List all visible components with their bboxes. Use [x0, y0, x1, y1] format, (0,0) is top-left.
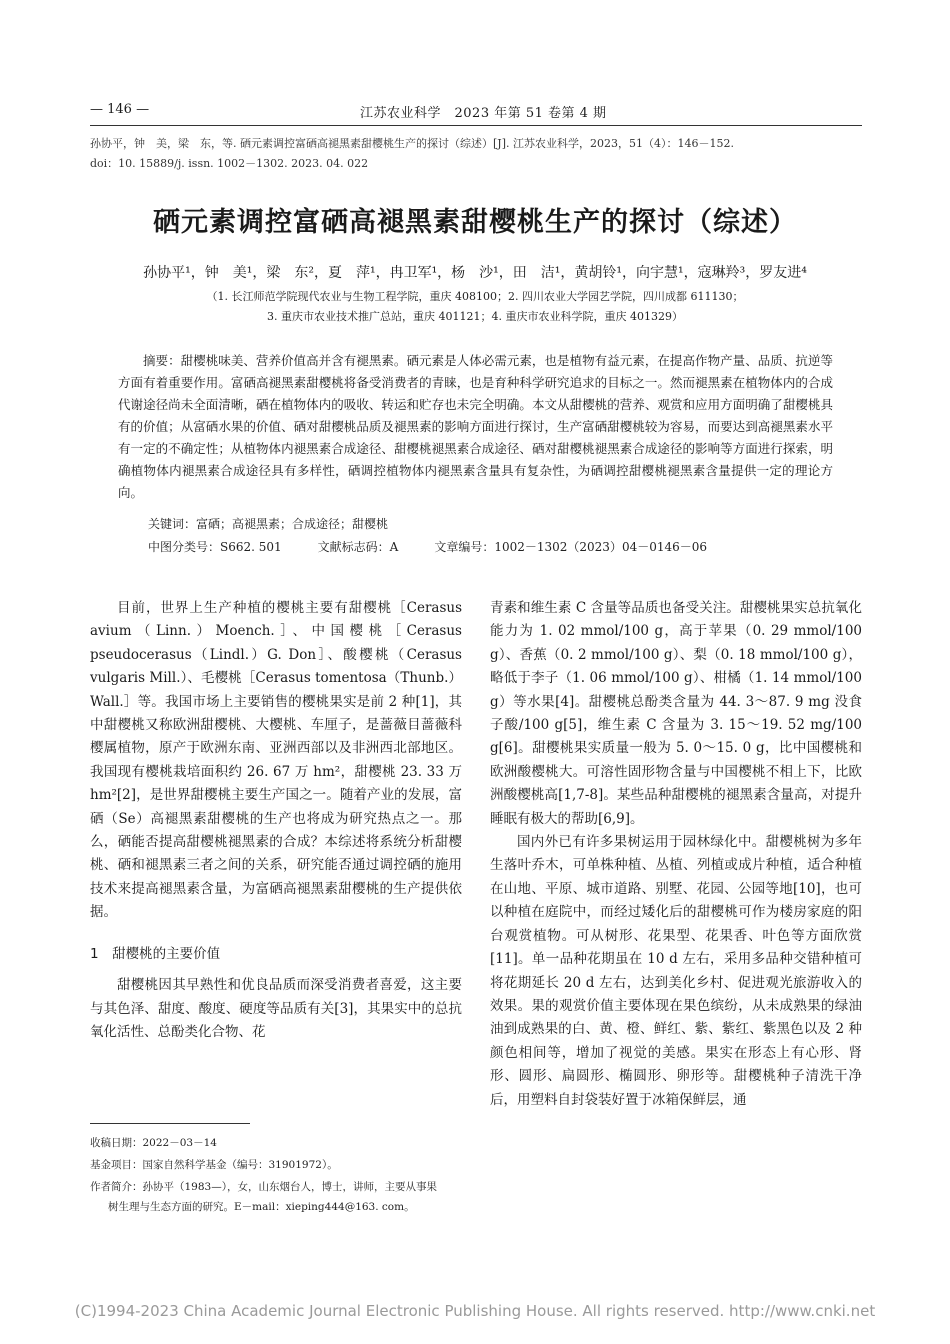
fund-note: 基金项目：国家自然科学基金（编号：31901972）。: [90, 1159, 338, 1171]
footnote-rule: [90, 1123, 250, 1124]
affiliation-line-1: （1. 长江师范学院现代农业与生物工程学院，重庆 408100；2. 四川农业大学园艺学院，四川成都 611130；: [206, 290, 744, 303]
page-number: — 146 —: [90, 102, 150, 117]
header-rule: [90, 125, 862, 126]
abstract: [118, 350, 833, 504]
author-intro: 作者简介：孙协平（1983—），女，山东烟台人，博士，讲师，主要从事果: [90, 1181, 437, 1193]
abstract-text: 摘要：甜樱桃味美、营养价值高并含有褪黑素。硒元素是人体必需元素，也是植物有益元素，在提高作物产量、品质、抗逆等方面有着重要作用。富硒高褪黑素甜樱桃将备受消费者的青睐，也是育种科学研究追求的目标之一。然而褪黑素在植物体内的合成代谢途径尚未全面清晰，硒在植物体内的吸收、转运和贮存也未完全明确。本文从甜樱桃的营养、观赏和应用方面明确了甜樱桃具有的价值；从富硒水果的价值、硒对甜樱桃品质及褪黑素的影响方面进行探讨，生产富硒甜樱桃较为容易，而要达到高褪黑素水平有一定的不确定性；从植物体内褪黑素合成途径、甜樱桃褪黑素合成途径、硒对甜樱桃褪黑素合成途径的影响等方面进行探索，明确植物体内褪黑素合成途径具有多样性，硒调控植物体内褪黑素含量具有复杂性，为硒调控甜樱桃褪黑素含量提供一定的理论方向。: [118, 353, 833, 500]
author-intro-cont: 树生理与生态方面的研究。E－mail：xieping444@163. com。: [108, 1201, 415, 1213]
body-paragraph: 目前，世界上生产种植的樱桃主要有甜樱桃［Cerasus avium（Linn.）Moench.］、中国樱桃［Cerasus pseudocerasus（Lindl.）G. Don］、酸樱桃（Cerasus vulgaris Mill.）、毛樱桃［Cerasus tomentosa（Thunb.）Wall.］等。我国市场上主要销售的樱桃果实是前 2 种[1]，其中甜樱桃又称欧洲甜樱桃、大樱桃、车厘子，是蔷薇目蔷薇科樱属植物，原产于欧洲东南、亚洲西部以及非洲西北部地区。我国现有樱桃栽培面积约 26. 67 万 hm²，甜樱桃 23. 33 万 hm²[2]，是世界甜樱桃主要生产国之一。随着产业的发展，富硒（Se）高褪黑素甜樱桃的生产也将成为研究热点之一。那么，硒能否提高甜樱桃褪黑素的合成？本综述将系统分析甜樱桃、硒和褪黑素三者之间的关系，研究能否通过调控硒的施用技术来提高褪黑素含量，为富硒高褪黑素甜樱桃的生产提供依据。: [90, 600, 462, 921]
citation-line: 孙协平，钟 美，梁 东，等. 硒元素调控富硒高褪黑素甜樱桃生产的探讨（综述）[J]. 江苏农业科学，2023，51（4）：146－152.: [90, 137, 734, 150]
received-date: 收稿日期：2022－03－14: [90, 1137, 217, 1149]
body-paragraph: 甜樱桃因其早熟性和优良品质而深受消费者喜爱，这主要与其色泽、甜度、酸度、硬度等品质有关[3]，其果实中的总抗氧化活性、总酚类化合物、花: [90, 977, 462, 1040]
right-column: [490, 597, 862, 1112]
author-list: 孙协平¹，钟 美¹，梁 东²，夏 萍¹，冉卫军¹，杨 沙¹，田 洁¹，黄胡铃¹，向宇慧¹，寇琳羚³，罗友进⁴: [143, 265, 807, 281]
doi-line: doi：10. 15889/j. issn. 1002－1302. 2023. 04. 022: [90, 157, 369, 170]
body-paragraph: 国内外已有许多果树运用于园林绿化中。甜樱桃树为多年生落叶乔木，可单株种植、丛植、列植或成片种植，适合种植在山地、平原、城市道路、别墅、花园、公园等地[10]，也可以种植在庭院中，而经过矮化后的甜樱桃可作为楼房家庭的阳台观赏植物。可从树形、花果型、花果香、叶色等方面欣赏[11]。单一品种花期虽在 10 d 左右，采用多品种交错种植可将花期延长 20 d 左右，达到美化乡村、促进观光旅游收入的效果。果的观赏价值主要体现在果色缤纷，从未成熟果的绿油油到成熟果的白、黄、橙、鲜红、紫、紫红、紫黑色以及 2 种颜色相间等，增加了视觉的美感。果实在形态上有心形、肾形、圆形、扁圆形、椭圆形、卵形等。甜樱桃种子清洗干净后，用塑料自封袋装好置于冰箱保鲜层，通: [490, 834, 862, 1108]
classification-line: 中图分类号：S662. 501 文献标志码：A 文章编号：1002－1302（2023）04－0146－06: [148, 540, 708, 554]
body-paragraph: 青素和维生素 C 含量等品质也备受关注。甜樱桃果实总抗氧化能力为 1. 02 mmol/100 g，高于苹果（0. 29 mmol/100 g）、香蕉（0. 2 mmol/100 g）、梨（0. 18 mmol/100 g），略低于李子（1. 06 mmol/100 g）、柑橘（1. 14 mmol/100 g）等水果[4]。甜樱桃总酚类含量为 44. 3～87. 9 mg 没食子酸/100 g[5]，维生素 C 含量为 3. 15～19. 52 mg/100 g[6]。甜樱桃果实质量一般为 5. 0～15. 0 g，比中国樱桃和欧洲酸樱桃大。可溶性固形物含量与中国樱桃不相上下，比欧洲酸樱桃高[1,7-8]。某些品种甜樱桃的褪黑素含量高，对提升睡眠有极大的帮助[6,9]。: [490, 600, 862, 827]
running-header: [90, 100, 862, 124]
left-column: [90, 597, 462, 1044]
copyright-footer: (C)1994-2023 China Academic Journal Electronic Publishing House. All rights reserved. http://www.cnki.net: [74, 1302, 876, 1320]
section-heading: 1 甜樱桃的主要价值: [90, 945, 221, 962]
affiliation-line-2: 3. 重庆市农业技术推广总站，重庆 401121；4. 重庆市农业科学院，重庆 401329）: [267, 310, 683, 323]
journal-issue: 江苏农业科学 2023 年第 51 卷第 4 期: [360, 106, 607, 121]
paper-title: 硒元素调控富硒高褪黑素甜樱桃生产的探讨（综述）: [153, 207, 797, 238]
keywords: 关键词：富硒；高褪黑素；合成途径；甜樱桃: [148, 517, 389, 531]
